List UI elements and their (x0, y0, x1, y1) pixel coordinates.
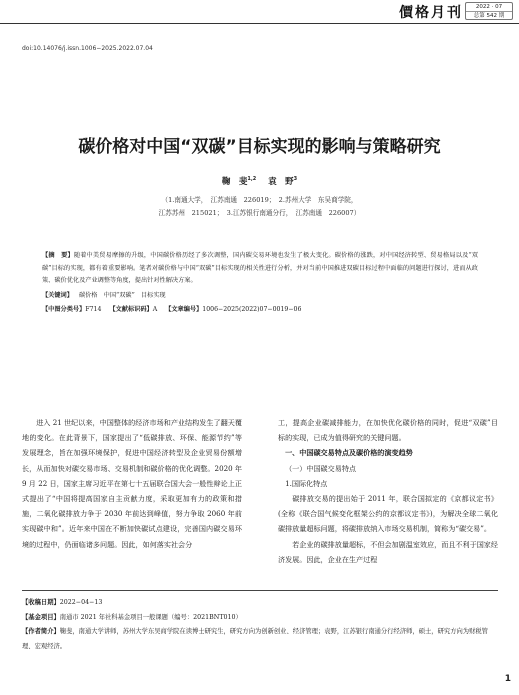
article-title: 碳价格对中国“双碳”目标实现的影响与策略研究 (78, 137, 441, 157)
author-line (0, 175, 519, 187)
abstract-paragraph (42, 250, 478, 288)
page-number: 1 (504, 674, 511, 684)
article-number-field (165, 306, 301, 313)
fund-label: 【基金项目】 (22, 613, 60, 621)
issue-badge (465, 2, 513, 20)
footnote-received (22, 596, 498, 611)
body-paragraph: 碳排放交易的提出始于 2011 年，联合国拟定的《京都议定书》(全称《联合国气候变化框架公约的京都议定书》)，为解决全球二氧化碳排放量超标问题，将碳排放纳入市场交易机制，简称为“碳交易”。 (278, 494, 498, 534)
header-divider (0, 23, 519, 24)
keywords-text: 碳价格 中国“双碳” 目标实现 (78, 291, 166, 299)
footnotes-block (22, 596, 498, 654)
received-label: 【收稿日期】 (22, 599, 60, 606)
abstract-block (42, 250, 478, 317)
clc-field (42, 306, 101, 313)
body-column-left (22, 415, 242, 552)
fund-text: 南通市 2021 年社科基金项目一般课题（编号：2021BNT010） (59, 613, 242, 621)
journal-masthead: 價格月刊 (399, 5, 463, 21)
classification-line (42, 304, 478, 317)
footnote-fund (22, 611, 498, 626)
issue-year: 2022 · 07 (466, 3, 512, 12)
body-paragraph: 若企业的碳排放量超标，不但会加剧温室效应，而且不利于国家经济发展。因此，企业在生产过程 (278, 539, 498, 564)
author-affil-mark: 3 (293, 176, 298, 183)
author-name: 鞠 斐 (221, 177, 248, 187)
clc-label: 【中图分类号】 (42, 306, 86, 314)
footnote-author-bio (22, 625, 498, 654)
affiliation-line: 江苏苏州 215021； 3.江苏银行南通分行， 江苏南通 226007） (158, 209, 361, 217)
body-paragraph: 工，提高企业碳减排能力，在加快优化碳价格的同时，促进“双碳”目标的实现，已成为值得研究的关键问题。 (278, 418, 498, 443)
section-heading: 一、中国碳交易特点及碳价格的演变趋势 (285, 448, 413, 458)
article-number-value: 1006−2025(2022)07−0019−06 (202, 306, 302, 314)
clc-value: F714 (85, 306, 102, 314)
author-bio-text: 鞠斐，南通大学讲师，苏州大学东吴商学院在读博士研究生，研究方向为创新创业、经济管理；袁野，江苏银行南通分行经济师，硕士，研究方向为财税管理、宏观经济。 (22, 628, 488, 650)
doc-code-value: A (152, 306, 158, 314)
keywords-line (42, 290, 478, 303)
footnote-divider (22, 590, 498, 591)
received-date: 2022−04−13 (59, 599, 103, 606)
doc-code-label: 【文献标识码】 (109, 306, 153, 314)
body-paragraph: 进入 21 世纪以来，中国整体的经济市场和产业结构发生了翻天覆地的变化。在此背景下，国家提出了“低碳排放、环保、能源节约”等发展理念，旨在加强环境保护，促进中国经济转型及企业贸易份额增长，从而加快对碳交易市场、交易机制和碳价格的优化调整。2020 年 9 月 22 日，国家主席习近平在第七十五届联合国大会一般性辩论上正式提出了“中国将提高国家自主贡献力度，采取更加有力的政策和措施，二氧化碳排放力争于 2030 年前达到峰值，努力争取 2060 年前实现碳中和”。近年来中国在不断加快碳试点建设，完善国内碳交易环境的过程中，仍面临诸多问题。因此，如何落实社会分 (22, 418, 242, 549)
keywords-label: 【关键词】 (42, 291, 73, 299)
issue-number: 总第 542 期 (473, 13, 505, 19)
affiliation-line: （1.南通大学， 江苏南通 226019； 2.苏州大学 东吴商学院， (161, 196, 358, 204)
body-column-right (278, 415, 498, 567)
abstract-text: 随着中美贸易摩擦的升级，中国碳价格历经了多次调整，国内碳交易环境也发生了极大变化。碳价格的涨跌，对中国经济转型、贸易格局以及“双碳”目标的实现，都有着重要影响。笔者对碳价格与中国“双碳”目标实现的相关性进行分析，并对当前中国推进双碳目标过程中面临的问题进行探讨，进而从政策、碳价优化及产业调整等角度，提出针对性解决方案。 (42, 252, 478, 285)
doi[interactable]: doi:10.14076/j.issn.1006−2025.2022.07.04 (22, 45, 153, 52)
author-affil-mark: 1,2 (247, 176, 257, 183)
author-name: 袁 野 (268, 177, 294, 187)
subsection-heading: （一）中国碳交易特点 (285, 463, 357, 473)
abstract-label: 【摘 要】 (42, 252, 74, 259)
author-bio-label: 【作者简介】 (22, 628, 60, 636)
subsubsection-heading: 1.国际化特点 (285, 478, 328, 488)
article-number-label: 【文章编号】 (165, 306, 203, 314)
journal-header (0, 0, 519, 22)
doc-code-field (109, 306, 157, 313)
